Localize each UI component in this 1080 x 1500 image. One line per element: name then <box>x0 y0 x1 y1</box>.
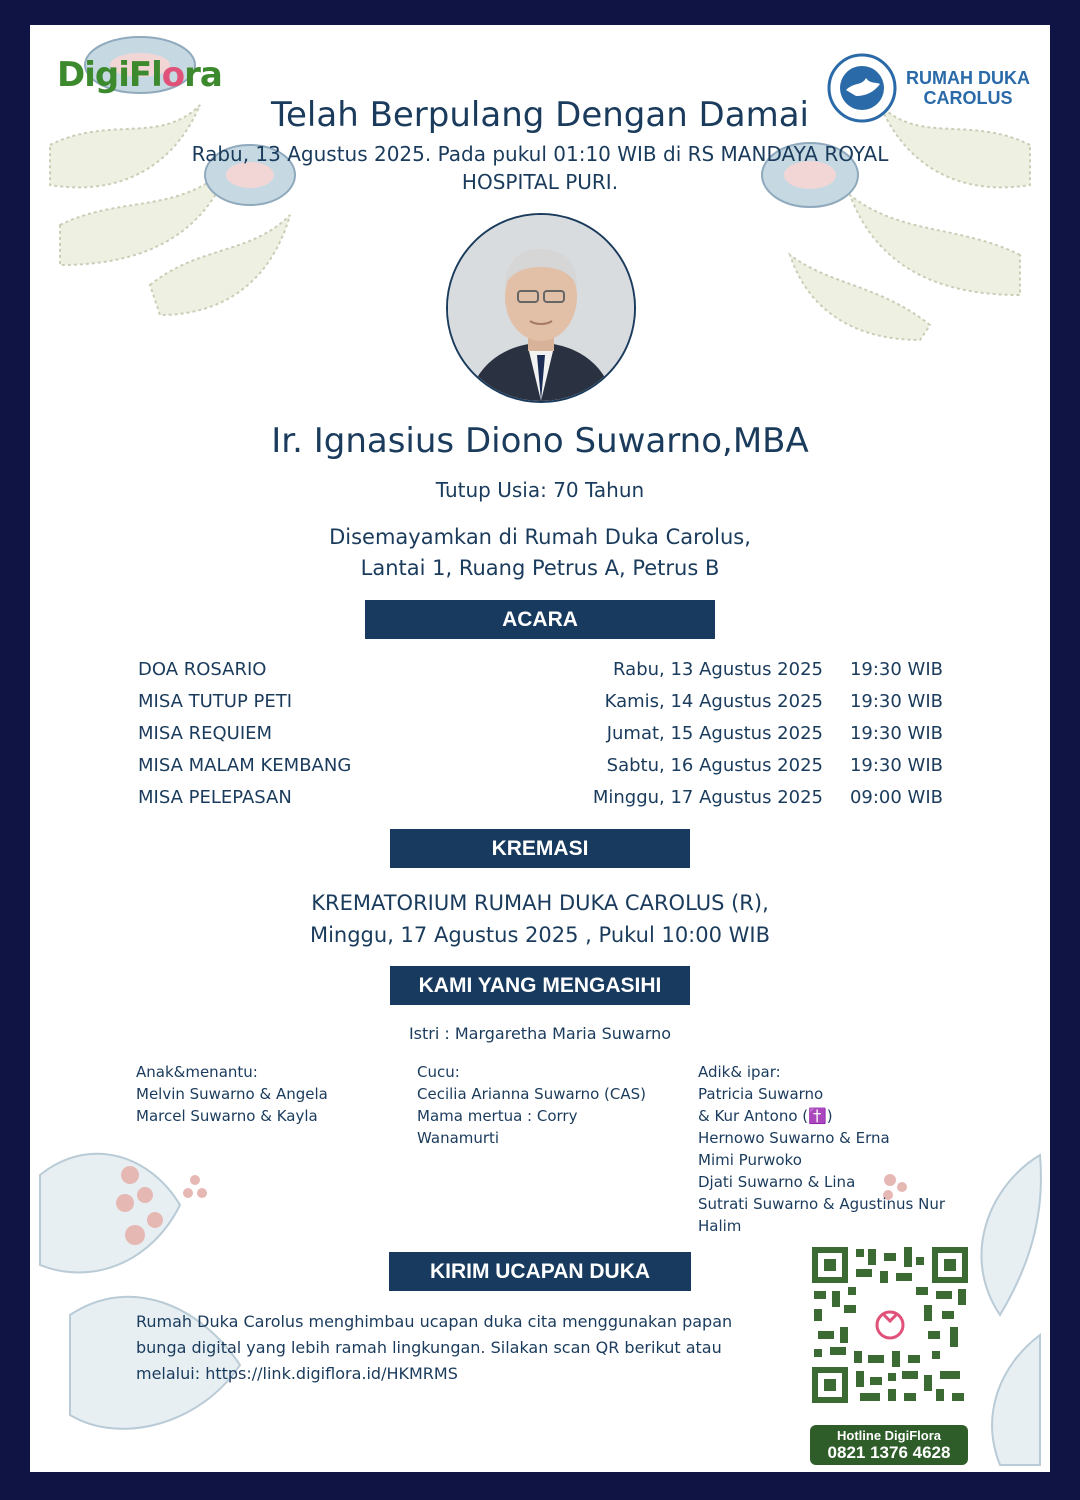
event-name: MISA MALAM KEMBANG <box>138 755 352 776</box>
hotline-badge[interactable] <box>810 1425 968 1465</box>
event-date: Sabtu, 16 Agustus 2025 <box>606 755 823 776</box>
digiflora-logo-part1: DigiFl <box>57 55 162 95</box>
family-line: Mama mertua : Corry <box>417 1107 578 1125</box>
family-line: Hernowo Suwarno & Erna <box>698 1129 890 1147</box>
event-time: 19:30 WIB <box>849 659 943 680</box>
place-line1: Disemayamkan di Rumah Duka Carolus, <box>329 525 751 549</box>
family-heading: KAMI YANG MENGASIHI <box>390 966 690 1005</box>
family-line: & Kur Antono (✝️) <box>698 1107 833 1125</box>
decorative-batik-bottom-left <box>30 1115 270 1472</box>
kremasi-heading: KREMASI <box>390 829 690 868</box>
spouse: Istri : Margaretha Maria Suwarno <box>408 1024 672 1043</box>
event-row <box>138 691 943 723</box>
deceased-name: Ir. Ignasius Diono Suwarno,MBA <box>271 421 809 461</box>
cremation-details <box>180 887 900 951</box>
family-children <box>136 1061 396 1127</box>
qr-code-icon[interactable] <box>808 1243 972 1407</box>
event-row <box>138 723 943 755</box>
siblings-label: Adik& ipar: <box>698 1063 781 1081</box>
family-line: Halim <box>698 1217 742 1235</box>
event-time: 19:30 WIB <box>849 755 943 776</box>
children-label: Anak&menantu: <box>136 1063 258 1081</box>
event-date: Jumat, 15 Agustus 2025 <box>606 723 823 744</box>
acara-heading: ACARA <box>365 600 715 639</box>
condolence-message: Rumah Duka Carolus menghimbau ucapan duka cita menggunakan papan bunga digital yang lebih ramah lingkungan. Silakan scan QR berikut atau melalui: https://link.digiflora.id/HKMRMS <box>136 1312 733 1383</box>
memorial-card <box>30 25 1050 1472</box>
event-date: Rabu, 13 Agustus 2025 <box>613 659 823 680</box>
event-date: Minggu, 17 Agustus 2025 <box>592 787 823 808</box>
hotline-number: 0821 1376 4628 <box>827 1443 951 1462</box>
grandchildren-label: Cucu: <box>417 1063 460 1081</box>
event-name: MISA REQUIEM <box>138 723 273 744</box>
cremation-time: Minggu, 17 Agustus 2025 , Pukul 10:00 WIB <box>309 923 771 947</box>
family-line: Marcel Suwarno & Kayla <box>136 1107 318 1125</box>
family-line: Melvin Suwarno & Angela <box>136 1085 328 1103</box>
portrait-photo <box>446 213 636 403</box>
family-line: Mimi Purwoko <box>698 1151 802 1169</box>
event-time: 19:30 WIB <box>849 691 943 712</box>
digiflora-logo <box>57 55 222 95</box>
rdc-line1: RUMAH DUKA <box>906 68 1030 88</box>
family-line: Sutrati Suwarno & Agustinus Nur <box>698 1195 946 1213</box>
condolence-heading: KIRIM UCAPAN DUKA <box>389 1252 691 1291</box>
digiflora-logo-part3: ra <box>184 55 222 95</box>
family-line: Cecilia Arianna Suwarno (CAS) <box>417 1085 646 1103</box>
event-date: Kamis, 14 Agustus 2025 <box>604 691 823 712</box>
passing-details: Rabu, 13 Agustus 2025. Pada pukul 01:10 WIB di RS MANDAYA ROYAL HOSPITAL PURI. <box>191 142 889 194</box>
event-name: MISA PELEPASAN <box>138 787 292 808</box>
page-title: Telah Berpulang Dengan Damai <box>271 95 809 135</box>
family-line: Djati Suwarno & Lina <box>698 1173 856 1191</box>
event-name: MISA TUTUP PETI <box>138 691 293 712</box>
cremation-place: KREMATORIUM RUMAH DUKA CAROLUS (R), <box>311 891 769 915</box>
family-siblings <box>698 1061 968 1237</box>
event-time: 19:30 WIB <box>849 723 943 744</box>
event-row <box>138 659 943 691</box>
family-line: Wanamurti <box>417 1129 500 1147</box>
place-line2: Lantai 1, Ruang Petrus A, Petrus B <box>360 556 720 580</box>
digiflora-logo-part2: o <box>161 55 185 95</box>
deceased-age: Tutup Usia: 70 Tahun <box>435 478 645 502</box>
lying-in-state-location <box>230 522 850 584</box>
event-row <box>138 787 943 819</box>
family-grandchildren <box>417 1061 677 1149</box>
family-line: Patricia Suwarno <box>698 1085 824 1103</box>
event-name: DOA ROSARIO <box>138 659 267 680</box>
hotline-label: Hotline DigiFlora <box>837 1428 941 1443</box>
rdc-line2: CAROLUS <box>923 88 1013 108</box>
event-row <box>138 755 943 787</box>
event-time: 09:00 WIB <box>849 787 943 808</box>
event-schedule <box>138 659 943 819</box>
